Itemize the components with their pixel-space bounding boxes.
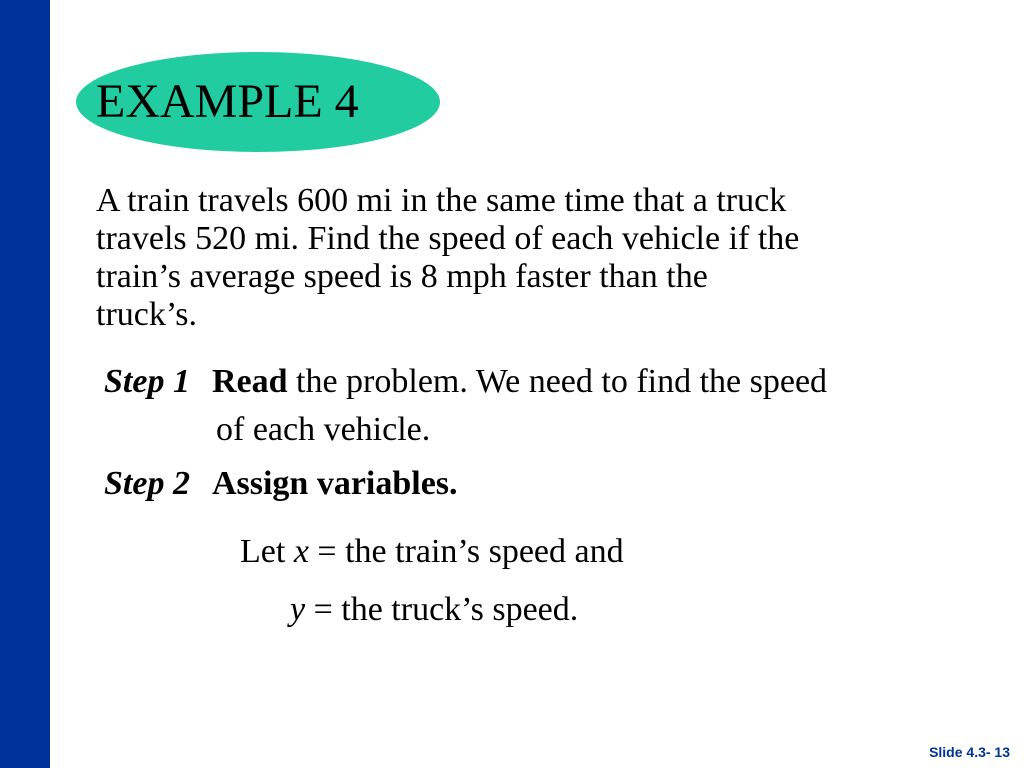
problem-statement <box>96 182 956 334</box>
variable-y: y <box>290 591 306 628</box>
step-1-action: Read <box>211 363 288 400</box>
variable-y-meaning: = the truck’s speed. <box>313 591 579 628</box>
variable-x-meaning: = the train’s speed and <box>317 533 624 570</box>
let-word: Let <box>240 533 286 570</box>
step-1-label: Step 1 <box>104 363 190 400</box>
problem-line: truck’s. <box>96 296 198 333</box>
step-1-continuation: of each vehicle. <box>216 411 431 448</box>
step-2-label: Step 2 <box>104 465 190 502</box>
step-2 <box>104 462 458 506</box>
variable-x: x <box>293 533 309 570</box>
variable-definition-x <box>240 530 624 574</box>
slide-number: Slide 4.3- 13 <box>929 744 1010 760</box>
problem-line: A train travels 600 mi in the same time that a truck <box>96 182 787 219</box>
slide-title: EXAMPLE 4 <box>96 75 359 128</box>
step-2-action: Assign variables. <box>211 465 458 502</box>
step-1 <box>104 360 827 404</box>
left-accent-bar <box>0 0 50 768</box>
step-1-text: the problem. We need to find the speed <box>296 363 828 400</box>
problem-line: travels 520 mi. Find the speed of each vehicle if the <box>96 220 800 257</box>
variable-definition-y <box>290 588 578 632</box>
problem-line: train’s average speed is 8 mph faster than the <box>96 258 708 295</box>
